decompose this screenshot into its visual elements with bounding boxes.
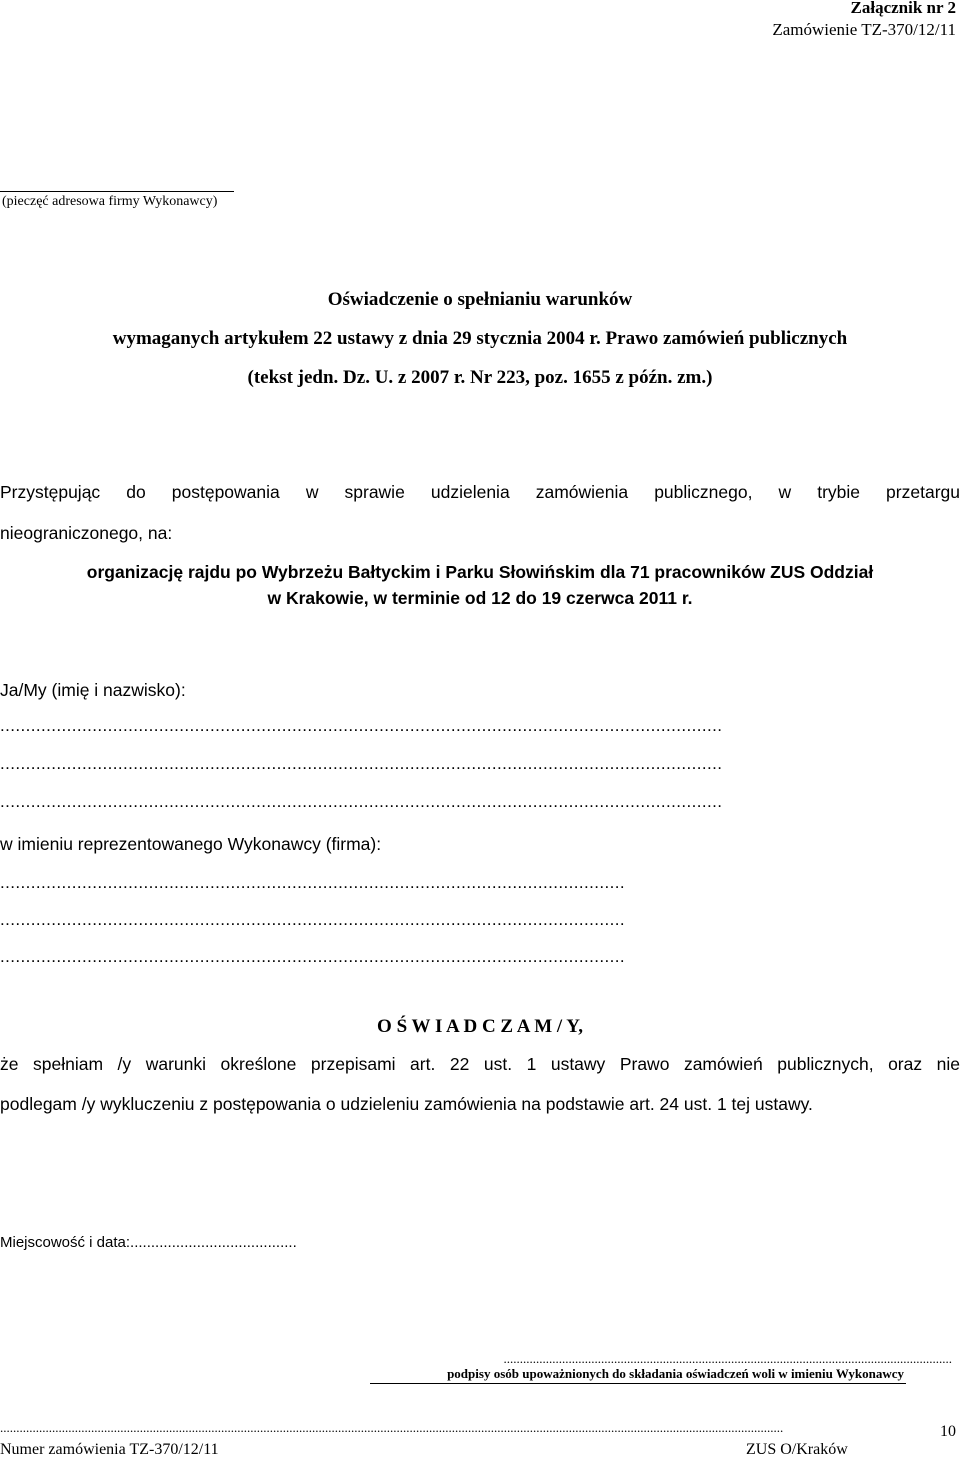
stamp-line [0,191,234,192]
names-fill-line-3: ............................................................................................................................................. [0,792,723,811]
order-subject-line2: w Krakowie, w terminie od 12 do 19 czerwca 2011 r. [267,588,693,608]
attachment-label: Załącznik nr 2 [850,0,956,17]
signature-fill-line: .......................................................................................................................................... [503,1351,952,1366]
signature-caption: podpisy osób upoważnionych do składania oświadczeń woli w imieniu Wykonawcy [447,1366,904,1381]
contractor-label: w imieniu reprezentowanego Wykonawcy (firma): [0,834,382,854]
document-title-line3: (tekst jedn. Dz. U. z 2007 r. Nr 223, poz. 1655 z późn. zm.) [247,367,713,388]
footer-dots: ................................................................................................................................................................................................................................................. [0,1420,784,1435]
stamp-caption: (pieczęć adresowa firmy Wykonawcy) [2,194,218,209]
intro-text: Przystępując do postępowania w sprawie udzielenia zamówienia publicznego, w trybie przetargu [0,482,960,502]
page-number: 10 [940,1423,956,1440]
place-date-field: Miejscowość i data:........................................ [0,1234,297,1251]
declaration-text: że spełniam /y warunki określone przepisami art. 22 ust. 1 ustawy Prawo zamówień publicznych, oraz nie [0,1054,960,1074]
footer-order-number: Numer zamówienia TZ-370/12/11 [0,1441,219,1458]
footer-office: ZUS O/Kraków [746,1441,848,1458]
document-title: Oświadczenie o spełnianiu warunków [327,289,633,310]
contractor-fill-line-3: .......................................................................................................................... [0,947,626,966]
signature-underline [370,1383,906,1384]
names-label: Ja/My (imię i nazwisko): [0,680,186,700]
names-fill-line-1: ............................................................................................................................................. [0,716,723,735]
contractor-fill-line-2: .......................................................................................................................... [0,910,626,929]
intro-text-line2: nieograniczonego, na: [0,523,173,543]
names-fill-line-2: ............................................................................................................................................. [0,754,723,773]
contractor-fill-line-1: .......................................................................................................................... [0,873,626,892]
declaration-heading: O Ś W I A D C Z A M / Y, [377,1016,583,1037]
document-title-line2: wymaganych artykułem 22 ustawy z dnia 29 stycznia 2004 r. Prawo zamówień publicznych [112,328,848,349]
declaration-text-line2: podlegam /y wykluczeniu z postępowania o udzieleniu zamówienia na podstawie art. 24 ust. 1 tej ustawy. [0,1094,813,1114]
order-number-header: Zamówienie TZ-370/12/11 [772,20,956,39]
order-subject: organizację rajdu po Wybrzeżu Bałtyckim i Parku Słowińskim dla 71 pracowników ZUS Oddział [86,562,874,582]
